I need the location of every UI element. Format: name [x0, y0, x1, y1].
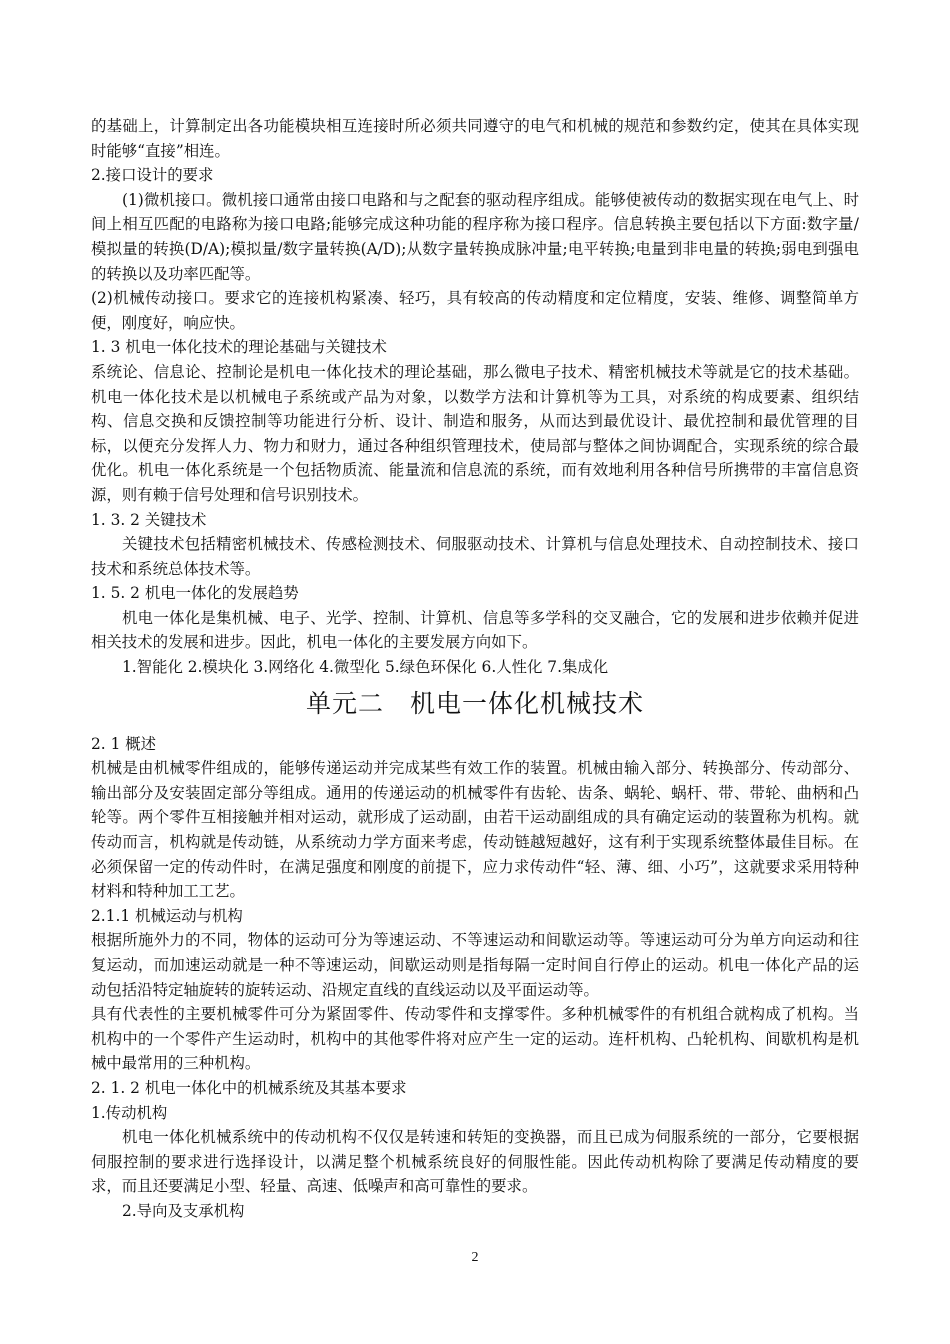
paragraph-motion-types: 根据所施外力的不同，物体的运动可分为等速运动、不等速运动和间歇运动等。等速运动可分为单方向运动和往复运动，而加速运动就是一种不等速运动，间歇运动则是指每隔一定时间自行停止的运动。机电一体化产品的运动包括沿特定轴旋转的旋转运动、沿规定直线的直线运动以及平面运动等。	[91, 931, 859, 999]
page-number: 2	[471, 1250, 479, 1265]
heading-guide-support: 2.导向及支承机构	[122, 1201, 245, 1220]
page-body	[91, 114, 859, 1224]
paragraph-trends: 机电一体化是集机械、电子、光学、控制、计算机、信息等多学科的交叉融合，它的发展和进步依赖并促进相关技术的发展和进步。因此，机电一体化的主要发展方向如下。	[91, 608, 859, 652]
paragraph-key-technologies: 关键技术包括精密机械技术、传感检测技术、伺服驱动技术、计算机与信息处理技术、自动控制技术、接口技术和系统总体技术等。	[91, 535, 859, 578]
heading-2-1: 2. 1 概述	[91, 734, 157, 753]
heading-1-3-2: 1. 3. 2 关键技术	[91, 510, 207, 529]
heading-2-1-1: 2.1.1 机械运动与机构	[91, 906, 243, 925]
paragraph-theory-basis: 系统论、信息论、控制论是机电一体化技术的理论基础，那么微电子技术、精密机械技术等就是它的技术基础。机电一体化技术是以机械电子系统或产品为对象，以数学方法和计算机等为工具，对系统的构成要素、组织结构、信息交换和反馈控制等功能进行分析、设计、制造和服务，从而达到最优设计、最优控制和最优管理的目标，以便充分发挥人力、物力和财力，通过各种组织管理技术，使局部与整体之间协调配合，实现系统的综合最优化。机电一体化系统是一个包括物质流、能量流和信息流的系统，而有效地利用各种信号所携带的丰富信息资源，则有赖于信号处理和信号识别技术。	[91, 362, 859, 504]
heading-interface-requirements: 2.接口设计的要求	[91, 166, 214, 185]
heading-1-3: 1. 3 机电一体化技术的理论基础与关键技术	[91, 338, 387, 357]
heading-transmission: 1.传动机构	[91, 1103, 168, 1122]
paragraph-transmission: 机电一体化机械系统中的传动机构不仅仅是转速和转矩的变换器，而且已成为伺服系统的一部分，它要根据伺服控制的要求进行选择设计，以满足整个机械系统良好的伺服性能。因此传动机构除了要满足传动精度的要求，而且还要满足小型、轻量、高速、低噪声和高可靠性的要求。	[91, 1128, 859, 1196]
paragraph-overview: 机械是由机械零件组成的，能够传递运动并完成某些有效工作的装置。机械由输入部分、转换部分、传动部分、输出部分及安装固定部分等组成。通用的传递运动的机械零件有齿轮、齿条、蜗轮、蜗杆、带、带轮、曲柄和凸轮等。两个零件互相接触并相对运动，就形成了运动副，由若干运动副组成的具有确定运动的装置称为机构。就传动而言，机构就是传动链，从系统动力学方面来考虑，传动链越短越好，这有利于实现系统整体最佳目标。在必须保留一定的传动件时，在满足强度和刚度的前提下，应力求传动件“轻、薄、细、小巧”，这就要求采用特种材料和特种加工工艺。	[91, 759, 859, 901]
heading-2-1-2: 2. 1. 2 机电一体化中的机械系统及其基本要求	[91, 1078, 407, 1097]
paragraph-trend-list: 1.智能化 2.模块化 3.网络化 4.微型化 5.绿色环保化 6.人性化 7.集成化	[122, 658, 609, 677]
unit-title: 单元二 机电一体化机械技术	[305, 688, 644, 718]
paragraph-mechanical-interface: (2)机械传动接口。要求它的连接机构紧凑、轻巧，具有较高的传动精度和定位精度，安装、维修、调整简单方便，刚度好，响应快。	[91, 289, 859, 332]
paragraph-mechanical-parts: 具有代表性的主要机械零件可分为紧固零件、传动零件和支撑零件。多种机械零件的有机组合就构成了机构。当机构中的一个零件产生运动时，机构中的其他零件将对应产生一定的运动。连杆机构、凸轮机构、间歇机构是机械中最常用的三种机构。	[91, 1005, 859, 1073]
paragraph-continuation: 的基础上，计算制定出各功能模块相互连接时所必须共同遵守的电气和机械的规范和参数约定，使其在具体实现时能够“直接”相连。	[91, 117, 859, 160]
paragraph-microcomputer-interface: (1)微机接口。微机接口通常由接口电路和与之配套的驱动程序组成。能够使被传动的数据实现在电气上、时间上相互匹配的电路称为接口电路;能够完成这种功能的程序称为接口程序。信息转换主要包括以下方面:数字量/模拟量的转换(D/A);模拟量/数字量转换(A/D);从数字量转换成脉冲量;电平转换;电量到非电量的转换;弱电到强电的转换以及功率匹配等。	[91, 190, 859, 283]
heading-1-5-2: 1. 5. 2 机电一体化的发展趋势	[91, 584, 299, 603]
